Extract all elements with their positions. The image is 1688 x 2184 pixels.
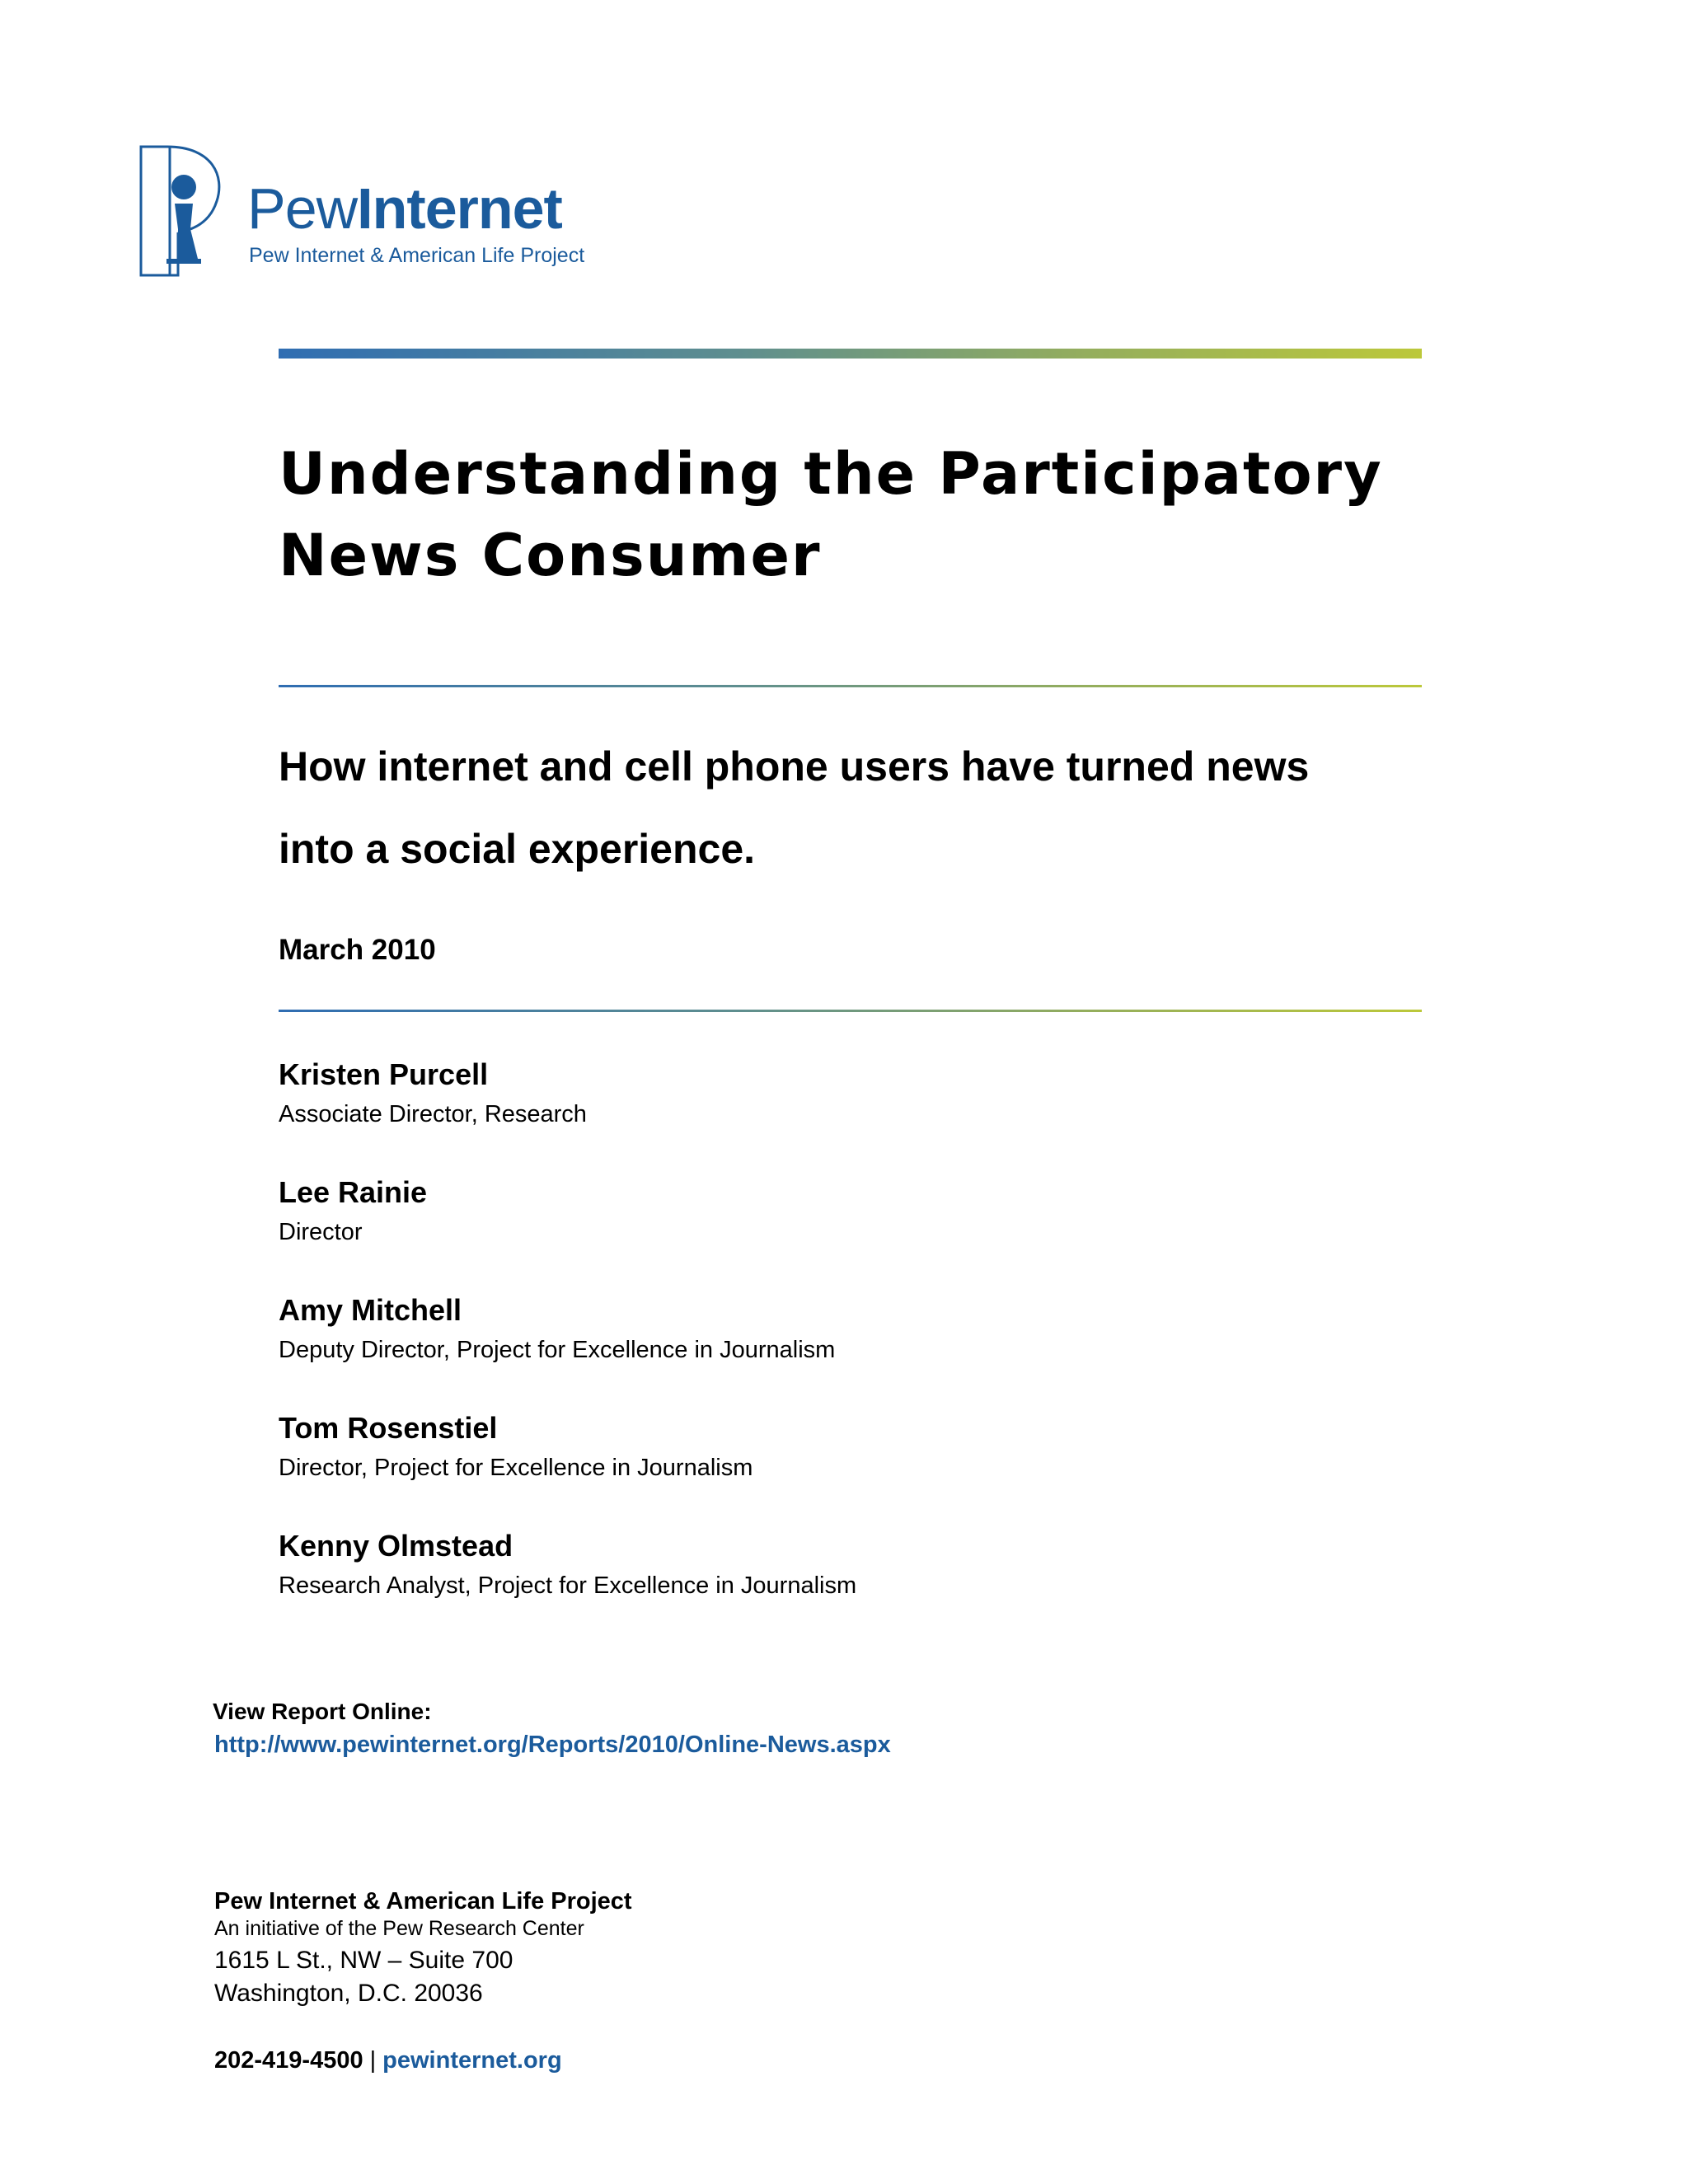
logo-wordmark — [247, 176, 562, 241]
author-entry — [279, 1293, 1350, 1411]
author-name: Amy Mitchell — [279, 1293, 462, 1327]
org-address-line-1: 1615 L St., NW – Suite 700 — [214, 1947, 513, 1974]
divider-lower — [279, 1010, 1422, 1012]
org-name: Pew Internet & American Life Project — [214, 1888, 632, 1915]
pew-logo-mark-icon — [138, 143, 225, 279]
author-entry — [279, 1529, 1350, 1647]
author-entry — [279, 1175, 1350, 1293]
title-line-2: News Consumer — [279, 522, 822, 589]
author-name: Tom Rosenstiel — [279, 1411, 498, 1445]
author-entry — [279, 1057, 1350, 1175]
view-report-label: View Report Online: — [213, 1699, 432, 1724]
report-url-link[interactable]: http://www.pewinternet.org/Reports/2010/Online-News.aspx — [214, 1732, 891, 1758]
contact-separator: | — [369, 2047, 377, 2074]
org-address-line-2: Washington, D.C. 20036 — [214, 1980, 483, 2007]
subtitle-line-2: into a social experience. — [279, 826, 756, 872]
top-gradient-rule — [279, 349, 1422, 359]
author-name: Kenny Olmstead — [279, 1529, 513, 1563]
phone-number: 202-419-4500 — [214, 2047, 363, 2074]
author-entry — [279, 1411, 1350, 1529]
page-subtitle — [279, 725, 1474, 890]
author-list — [279, 1057, 1350, 1647]
contact-line — [214, 2046, 562, 2075]
author-name: Kristen Purcell — [279, 1057, 489, 1091]
publication-date: March 2010 — [279, 934, 436, 966]
subtitle-line-1: How internet and cell phone users have turned news — [279, 743, 1310, 790]
logo-word-bold: Internet — [357, 176, 562, 241]
author-role: Associate Director, Research — [279, 1101, 587, 1127]
author-role: Director, Project for Excellence in Journalism — [279, 1455, 753, 1481]
logo-tagline: Pew Internet & American Life Project — [249, 244, 585, 267]
website-link[interactable]: pewinternet.org — [382, 2047, 562, 2074]
org-initiative: An initiative of the Pew Research Center — [214, 1917, 584, 1940]
author-role: Research Analyst, Project for Excellence in Journalism — [279, 1572, 857, 1599]
page-title — [279, 434, 1515, 597]
pew-internet-logo — [138, 143, 600, 285]
author-role: Director — [279, 1219, 363, 1245]
title-line-1: Understanding the Participatory — [279, 440, 1383, 508]
logo-word-light: Pew — [247, 176, 358, 241]
author-role: Deputy Director, Project for Excellence in Journalism — [279, 1337, 836, 1363]
divider-upper — [279, 685, 1422, 687]
author-name: Lee Rainie — [279, 1175, 428, 1209]
